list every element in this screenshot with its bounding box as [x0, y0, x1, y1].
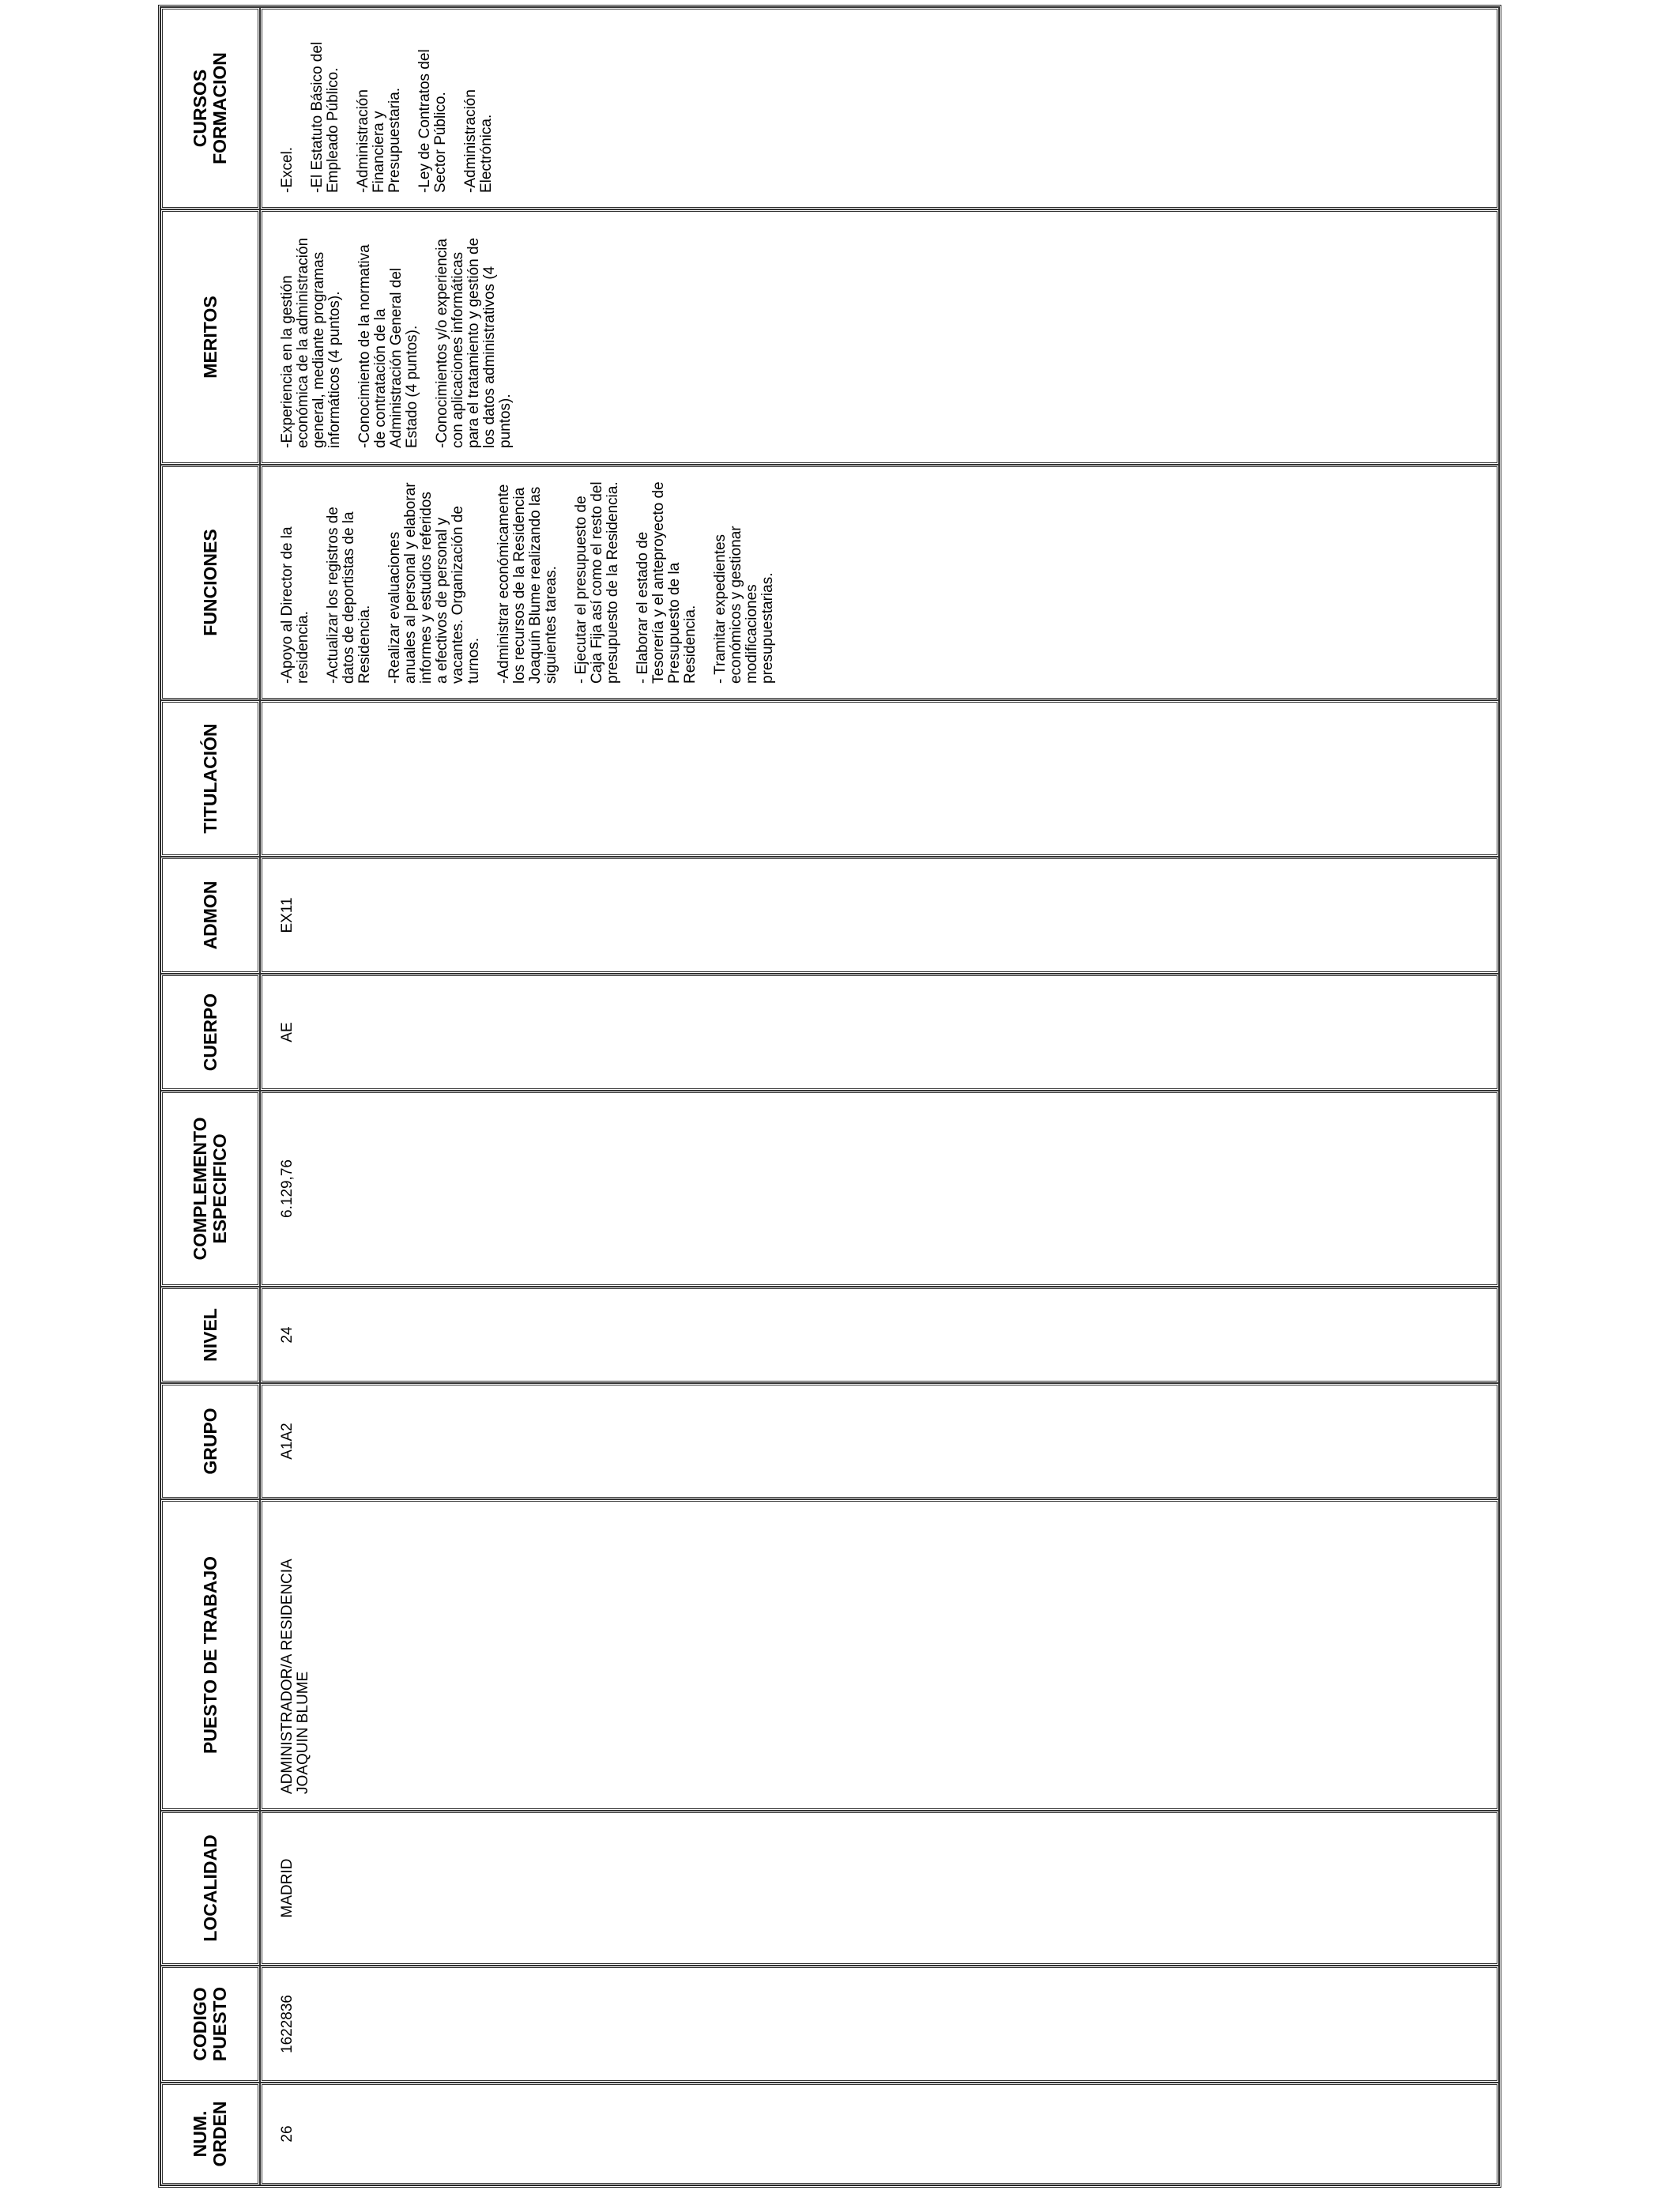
header-cursos-formacion: CURSOS FORMACION [160, 7, 260, 209]
table-row [260, 7, 1499, 2185]
cell-funciones [260, 465, 1499, 700]
funcion-item: - Elaborar el estado de Tesorería y el anteproyecto de Presupuesto de la Residencia. [635, 481, 699, 684]
header-grupo: GRUPO [160, 1383, 260, 1499]
merito-item: -Conocimiento de la normativa de contratación de la Administración General del Estado (4 puntos). [356, 244, 420, 448]
cell-cuerpo: AE [260, 974, 1499, 1091]
funcion-item: - Ejecutar el presupuesto de Caja Fija así como el resto del presupuesto de la Residencia. [573, 481, 621, 684]
cell-codigo-puesto: 1622836 [260, 1966, 1499, 2083]
cell-localidad: MADRID [260, 1811, 1499, 1966]
header-nivel: NIVEL [160, 1287, 260, 1383]
funcion-item: -Apoyo al Director de la residencia. [279, 526, 311, 684]
merito-item: -Experiencia en la gestión económica de la administración general, mediante programas informáticos (4 puntos). [279, 237, 343, 448]
header-num-orden: NUM. ORDEN [160, 2083, 260, 2185]
cell-nivel: 24 [260, 1287, 1499, 1383]
table-container [158, 9, 1501, 2188]
header-localidad: LOCALIDAD [160, 1811, 260, 1966]
header-funciones: FUNCIONES [160, 465, 260, 700]
header-meritos: MERITOS [160, 209, 260, 465]
header-admon: ADMON [160, 857, 260, 974]
header-puesto-trabajo: PUESTO DE TRABAJO [160, 1499, 260, 1811]
cell-grupo: A1A2 [260, 1383, 1499, 1499]
cell-puesto-trabajo: ADMINISTRADOR/A RESIDENCIA JOAQUIN BLUME [260, 1499, 1499, 1811]
funcion-item: -Realizar evaluaciones anuales al personal y elaborar informes y estudios referidos a efectivos de personal y vacantes. Organización de turnos. [386, 482, 482, 684]
funcion-item: - Tramitar expedientes económicos y gestionar modificaciones presupuestarias. [712, 526, 776, 684]
header-codigo-puesto: CODIGO PUESTO [160, 1966, 260, 2083]
curso-item: -El Estatuto Básico del Empleado Público. [309, 41, 341, 193]
cell-cursos-formacion [260, 7, 1499, 209]
cell-meritos [260, 209, 1499, 465]
cell-complemento-especifico: 6.129,76 [260, 1091, 1499, 1287]
header-row [160, 7, 260, 2185]
curso-item: -Excel. [279, 146, 296, 193]
header-titulacion: TITULACIÓN [160, 700, 260, 857]
curso-item: -Administración Electrónica. [462, 89, 495, 193]
funcion-item: -Actualizar los registros de datos de deportistas de la Residencia. [325, 507, 373, 684]
cell-admon: EX11 [260, 857, 1499, 974]
header-cuerpo: CUERPO [160, 974, 260, 1091]
merito-item: -Conocimientos y/o experiencia con aplicaciones informáticas para el tratamiento y gestión de los datos administrativos (4 puntos). [434, 237, 514, 448]
curso-item: -Administración Financiera y Presupuestaria. [355, 87, 403, 193]
curso-item: -Ley de Contratos del Sector Público. [416, 49, 449, 193]
funcion-item: -Administrar económicamente los recursos de la Residencia Joaquín Blume realizando las siguientes tareas. [495, 484, 559, 684]
cell-num-orden: 26 [260, 2083, 1499, 2185]
header-complemento-especifico: COMPLEMENTO ESPECIFICO [160, 1091, 260, 1287]
job-positions-table [158, 5, 1501, 2188]
cell-titulacion [260, 700, 1499, 857]
